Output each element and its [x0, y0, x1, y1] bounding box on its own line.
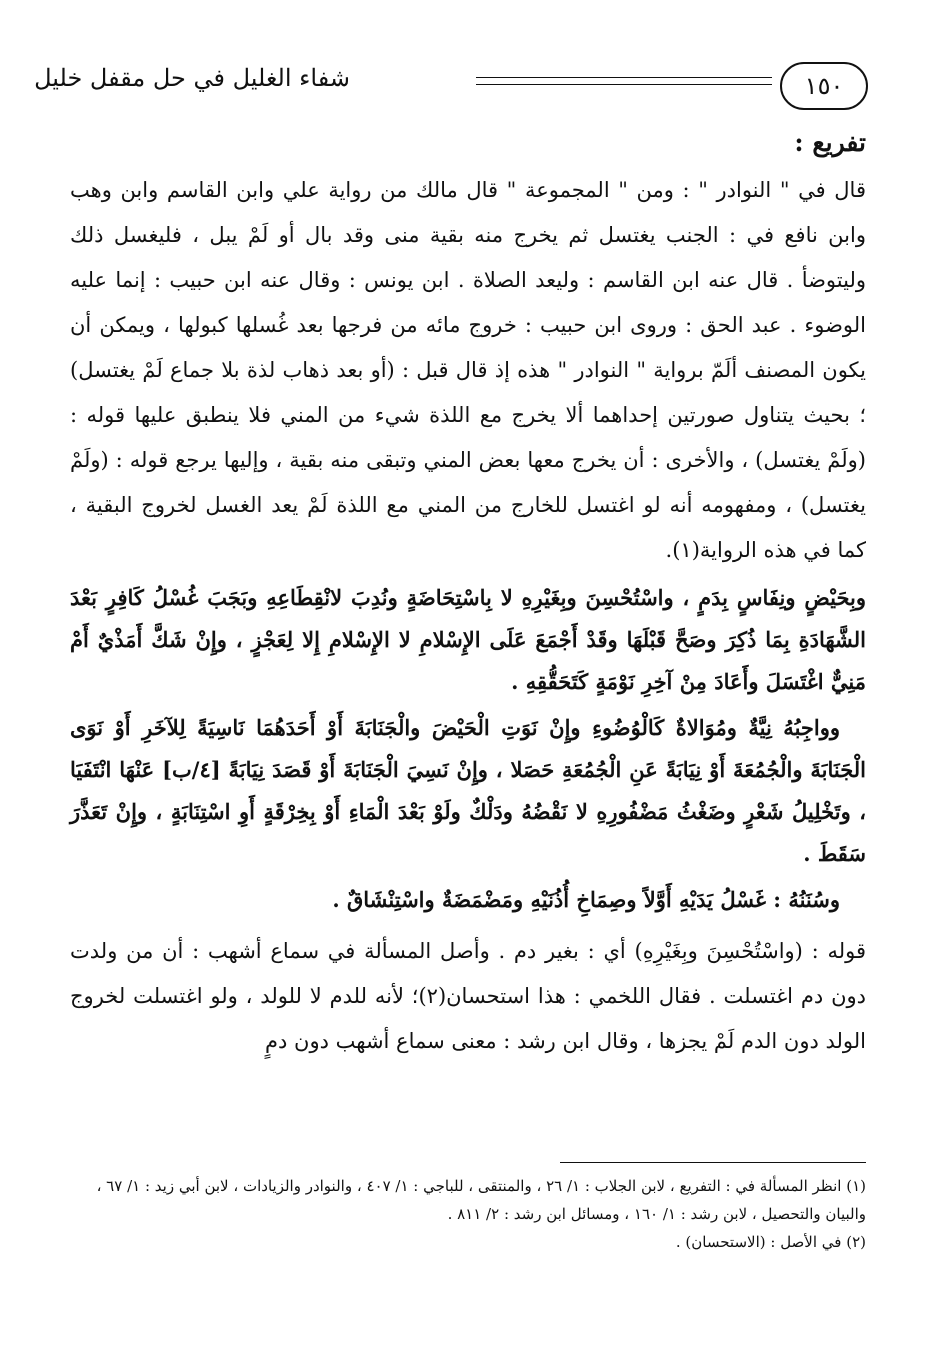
footnotes: [70, 1172, 866, 1256]
footnote-separator: [560, 1162, 866, 1163]
matn-paragraph-3: وسُنَنُهُ : غَسْلُ يَدَيْهِ أَوَّلاً وصِمَاخِ أُذُنَيْهِ ومَضْمَضَةٌ واسْتِنْشَاقٌ .: [332, 887, 840, 912]
commentary-paragraph-2: قوله : (واسْتُحْسِنَ وبِغَيْرِهِ) أي : بغير دم . وأصل المسألة في سماع أشهب : أن من ولدت دون دم اغتسلت . فقال اللخمي : هذا استحسان(٢)؛ لأنه للدم لا للولد ، ولو اغتسلت لخروج الولد دون الدم لَمْ يجزها ، وقال ابن رشد : معنى سماع أشهب دون دمٍ: [70, 939, 866, 1053]
matn-paragraph-2: وواجِبُهُ نِيَّةٌ ومُوَالاةٌ كَالْوُضُوءِ وإِنْ نَوَتِ الْحَيْضَ والْجَنَابَةَ أَوْ أَحَدَهُمَا نَاسِيَةً لِلآخَرِ أَوْ نَوَى الْجَنَابَةَ والْجُمُعَةَ أَوْ نِيَابَةً عَنِ الْجُمُعَةِ حَصَلا ، وإِنْ نَسِيَ الْجَنَابَةَ أَوْ قَصَدَ نِيَابَةً [٤/ب] عَنْهَا انْتَفَيَا ، وتَخْلِيلُ شَعْرٍ وضَغْثُ مَضْفُورِهِ لا نَقْضُهُ ودَلْكٌ ولَوْ بَعْدَ الْمَاءِ أَوْ بِخِرْقَةٍ أَوِ اسْتِنَابَةٍ ، وإِنْ تَعَذَّرَ سَقَطَ .: [70, 715, 866, 866]
commentary-paragraph-1: قال في " النوادر " : ومن " المجموعة " قال مالك من رواية علي وابن القاسم وابن وهب وابن نافع في : الجنب يغتسل ثم يخرج منه بقية منى وقد بال أو لَمْ يبل ، فليغسل ذلك وليتوضأ . قال عنه ابن القاسم : وليعد الصلاة . ابن يونس : وقال عنه ابن حبيب : إنما عليه الوضوء . عبد الحق : وروى ابن حبيب : خروج مائه من فرجها بعد غُسلها كبولها ، ويمكن أن يكون المصنف ألَمّ برواية " النوادر " هذه إذ قال قبل : (أو بعد ذهاب لذة بلا جماع لَمْ يغتسل) ؛ بحيث يتناول صورتين إحداهما ألا يخرج مع اللذة شيء من المني فلا ينطبق عليها قوله : (ولَمْ يغتسل) ، والأخرى : أن يخرج معها بعض المني وتبقى منه بقية ، وإليها يرجع قوله : (ولَمْ يغتسل) ، ومفهومه أنه لو اغتسل للخارج من المني مع اللذة لَمْ يعد الغسل لخروج البقية ، كما في هذه الرواية(١).: [70, 178, 866, 562]
page-number: ١٥٠: [780, 62, 868, 110]
footnote-2: (٢) في الأصل : (الاستحسان) .: [675, 1233, 866, 1251]
footnote-1: (١) انظر المسألة في : التفريع ، لابن الجلاب : ١/ ٢٦ ، والمنتقى ، للباجي : ١/ ٤٠٧ ، والنوادر والزيادات ، لابن أبي زيد : ١/ ٦٧ ، والبيان والتحصيل ، لابن رشد : ١/ ١٦٠ ، ومسائل ابن رشد : ٢/ ٨١١ .: [96, 1177, 866, 1223]
page-body: [70, 120, 866, 1064]
page-header: [34, 62, 868, 110]
running-title: شفاء الغليل في حل مقفل خليل: [34, 64, 350, 92]
header-double-rule: [476, 77, 772, 85]
matn-paragraph-1: وبِحَيْضٍ ونِفَاسٍ بِدَمٍ ، واسْتُحْسِنَ وبِغَيْرِهِ لا بِاسْتِحَاضَةٍ ونُدِبَ لانْقِطَاعِهِ وبَجَبَ غُسْلُ كَافِرٍ بَعْدَ الشَّهَادَةِ بِمَا ذُكِرَ وصَحَّ قَبْلَهَا وقَدْ أَجْمَعَ عَلَى الإِسْلامِ لا الإِسْلامِ إِلا لِعَجْزٍ ، وإِنْ شَكَّ أَمَذْيٌ أَمْ مَنِيٌّ اغْتَسَلَ وأَعَادَ مِنْ آخِرِ نَوْمَةٍ كَتَحَقُّقِهِ .: [70, 585, 866, 694]
section-heading: تفريع :: [794, 128, 866, 157]
